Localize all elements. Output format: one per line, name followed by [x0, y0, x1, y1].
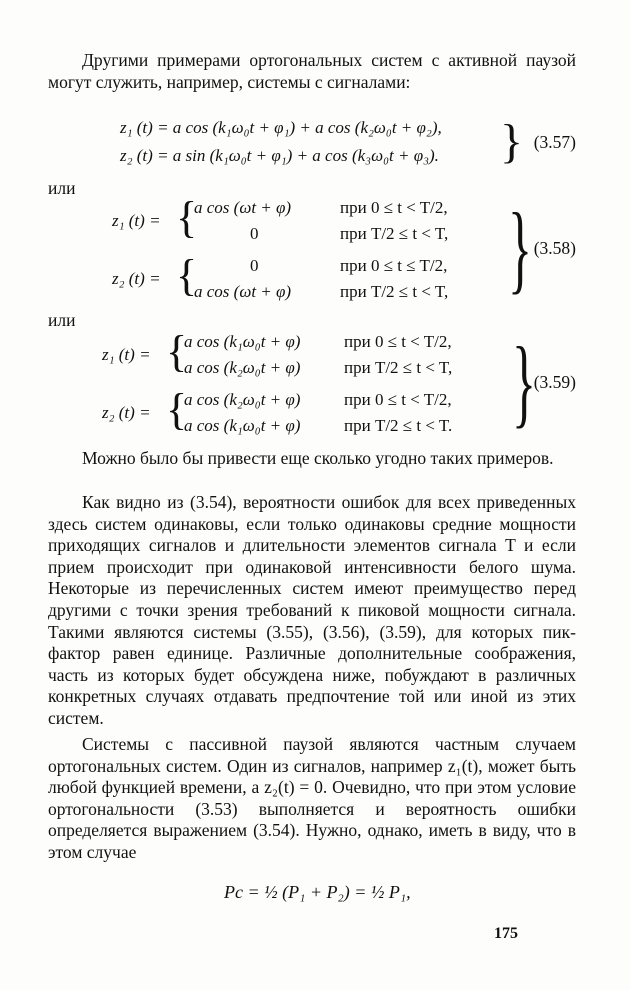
connector-or-2: или [48, 310, 76, 330]
eq-3-59-cond-2: при T/2 ≤ t < T, [344, 358, 453, 377]
eq-3-59-lhs-1: z₁ (t) = [102, 345, 151, 364]
final-equation: Pc = ½ (P₁ + P₂) = ½ P₁, [224, 882, 411, 902]
equation-3-59 [48, 326, 576, 442]
eq-3-59-cond-1: при 0 ≤ t < T/2, [344, 332, 452, 351]
eq-3-58-cond-1: при 0 ≤ t < T/2, [340, 198, 448, 217]
eq-3-58-expr-3: 0 [250, 256, 259, 275]
paragraph-more-examples: Можно было бы привести еще сколько угодно таких примеров. [82, 448, 554, 468]
eq-3-58-expr-4: a cos (ωt + φ) [194, 282, 292, 301]
eq-3-59-cond-4: при T/2 ≤ t < T. [344, 416, 453, 435]
paragraph-main: Как видно из (3.54), вероятности ошибок для всех приведенных здесь систем одинаковы, если только одинаковы средние мощности приходящих сигналов и длительности элементов сигнала T и если прием происходит при одинаковой интенсивности белого шума. Некоторые из перечисленных систем имеют преимущество перед другими с точки зрения требований к пиковой мощности сигнала. Такими являются системы (3.55), (3.56), (3.59), для которых пик-фактор равен единице. Различные дополнительные соображения, часть из которых будет обсуждена ниже, побуждают в различных конкретных случаях отдавать предпочтение той или иной из этих систем. [48, 492, 576, 728]
eq-3-58-lhs-1: z₁ (t) = [112, 211, 161, 230]
equation-number: (3.57) [533, 132, 576, 152]
equation-number: (3.58) [533, 238, 576, 258]
page-number: 175 [494, 925, 518, 942]
eq-3-57-line-1: z₁ (t) = a cos (k₁ω₀t + φ₁) + a cos (k₂ω₀t + φ₂), [120, 118, 442, 137]
eq-3-57-line-2: z₂ (t) = a sin (k₁ω₀t + φ₁) + a cos (k₃ω₀t + φ₃). [120, 146, 439, 165]
right-brace: } [500, 115, 524, 168]
eq-3-59-expr-1: a cos (k₁ω₀t + φ) [184, 332, 301, 351]
right-brace: } [512, 326, 536, 437]
equation-number: (3.59) [533, 372, 576, 392]
eq-3-59-lhs-2: z₂ (t) = [102, 403, 151, 422]
eq-3-58-cond-4: при T/2 ≤ t < T, [340, 282, 449, 301]
connector-or-1: или [48, 178, 76, 198]
eq-3-58-lhs-2: z₂ (t) = [112, 269, 161, 288]
eq-3-59-expr-2: a cos (k₂ω₀t + φ) [184, 358, 301, 377]
eq-3-58-cond-2: при T/2 ≤ t < T, [340, 224, 449, 243]
eq-3-58-expr-2: 0 [250, 224, 259, 243]
eq-3-59-expr-4: a cos (k₁ω₀t + φ) [184, 416, 301, 435]
eq-3-59-cond-3: при 0 ≤ t < T/2, [344, 390, 452, 409]
paragraph-intro: Другими примерами ортогональных систем с активной паузой могут служить, например, системы с сигналами: [48, 50, 576, 92]
eq-3-59-expr-3: a cos (k₂ω₀t + φ) [184, 390, 301, 409]
eq-3-58-cond-3: при 0 ≤ t ≤ T/2, [340, 256, 448, 275]
eq-3-58-expr-1: a cos (ωt + φ) [194, 198, 292, 217]
left-brace: { [176, 251, 198, 300]
equation-3-57 [48, 115, 576, 174]
equation-3-58 [48, 192, 576, 308]
left-brace: { [176, 193, 198, 242]
left-brace: { [166, 327, 188, 376]
paragraph-passive-pause: Системы с пассивной паузой являются частным случаем ортогональных систем. Один из сигналов, например z₁(t), может быть любой функцией времени, а z₂(t) = 0. Очевидно, что при этом условие ортогональности (3.53) выполняется и вероятность ошибки определяется выражением (3.54). Нужно, однако, иметь в виду, что в этом случае [48, 734, 576, 862]
left-brace: { [166, 385, 188, 434]
right-brace: } [508, 192, 532, 303]
